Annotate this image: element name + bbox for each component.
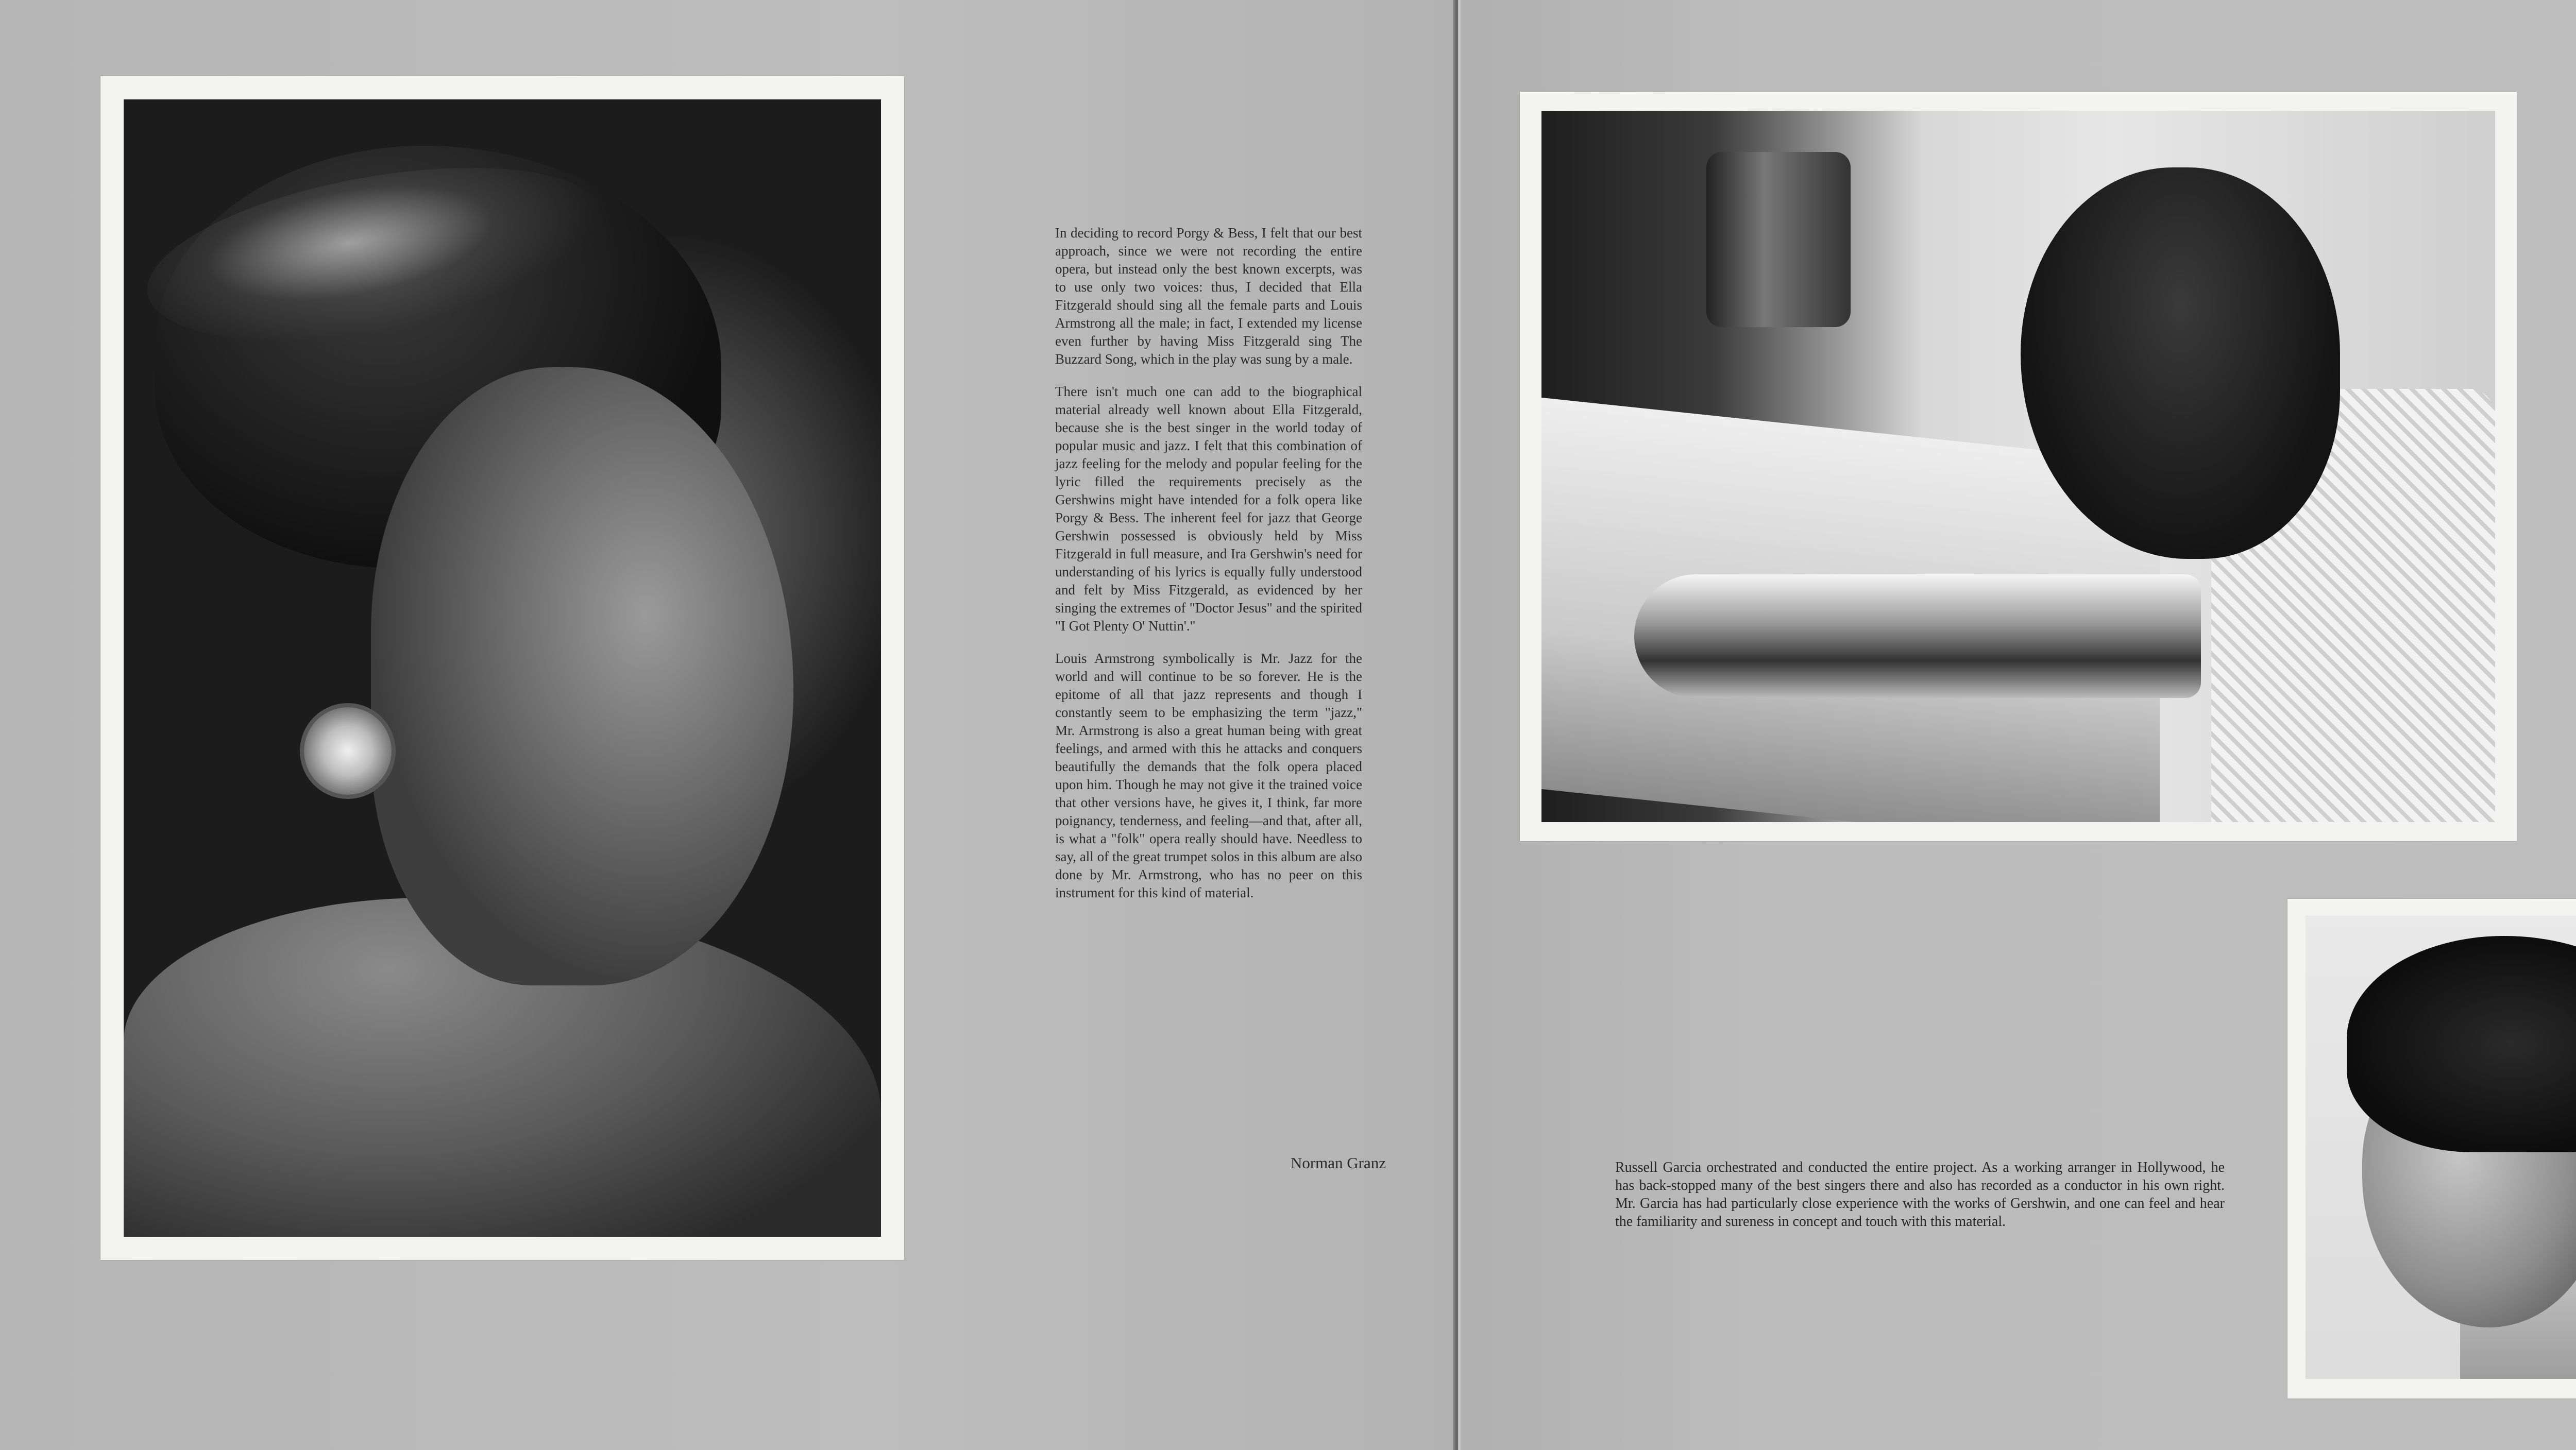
photo-face [371,367,793,985]
photo-earring [304,707,392,795]
photo-hair [2347,936,2576,1152]
photo-trumpet [1634,574,2201,698]
essay-paragraph-2: There isn't much one can add to the biographical material already well known about Ella Fitzgerald, because she is the best singer in the world today of popular music and jazz. I felt that this combination of jazz feeling for the melody and popular feeling for the lyric filled the requirements precisely as the Gershwins might have intended for a folk opera like Porgy & Bess. The inherent feel for jazz that George Gershwin possessed is obviously held by Miss Fitzgerald in full measure, and Ira Gershwin's need for understanding of his lyrics is equally fully understood and felt by Miss Fitzgerald, as evidenced by her singing the extremes of "Doctor Jesus" and the spirited "I Got Plenty O' Nuttin'." [1055,384,1362,634]
ella-fitzgerald-photo [124,99,881,1237]
photo-microphone [1706,152,1851,327]
russell-garcia-caption: Russell Garcia orchestrated and conducted the entire project. As a working arranger in Hollywood, he has back-stopped many of the best singers there and also has recorded as a conductor in his own right. Mr. Garcia has had particularly close experience with the works of Gershwin, and one can feel and hear the familiarity and sureness in concept and touch with this material. [1615,1159,2225,1230]
liner-notes-essay [1055,224,1362,916]
essay-paragraph-3: Louis Armstrong symbolically is Mr. Jazz for the world and will continue to be so forever. He is the epitome of all that jazz represents and though I constantly seem to be emphasizing the term "jazz," Mr. Armstrong is also a great human being with great feelings, and armed with this he attacks and conquers beautifully the demands that the folk opera placed upon him. Though he may not give it the trained voice that other versions have, he gives it, I think, far more poignancy, tenderness, and feeling—and that, after all, is what a "folk" opera really should have. Needless to say, all of the great trumpet solos in this album are also done by Mr. Armstrong, who has no peer on this instrument for this kind of material. [1055,651,1362,900]
russell-garcia-photo [2306,915,2576,1379]
louis-armstrong-photo [1541,111,2495,822]
ella-fitzgerald-photo-frame [100,76,904,1260]
essay-paragraph-1: In deciding to record Porgy & Bess, I felt that our best approach, since we were not recording the entire opera, but instead only the best known excerpts, was to use only two voices: thus, I decided that Ella Fitzgerald should sing all the female parts and Louis Armstrong all the male; in fact, I extended my license even further by having Miss Fitzgerald sing The Buzzard Song, which in the play was sung by a male. [1055,225,1362,367]
louis-armstrong-photo-frame [1520,92,2517,841]
russell-garcia-photo-frame [2287,899,2576,1398]
essay-signature: Norman Granz [1290,1154,1386,1172]
